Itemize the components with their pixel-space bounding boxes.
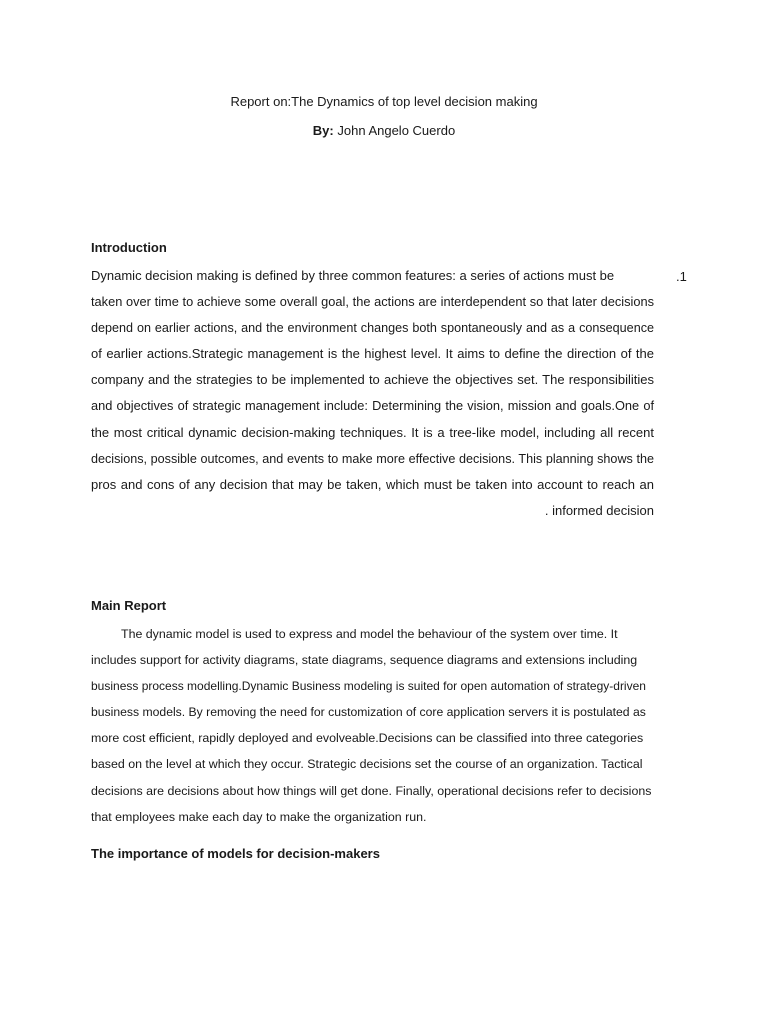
document-byline xyxy=(0,122,768,140)
main-report-paragraph xyxy=(91,621,654,830)
paragraph-line: of earlier actions.Strategic management is the highest level. It aims to define the direction of the xyxy=(91,346,654,362)
paragraph-line: and objectives of strategic management include: Determining the vision, mission and goals.One of xyxy=(91,398,654,414)
paragraph-line: company and the strategies to be implemented to achieve the objectives set. The responsibilities xyxy=(91,372,654,388)
main-report-heading: Main Report xyxy=(91,598,167,613)
document-title: Report on:The Dynamics of top level decision making xyxy=(230,94,538,109)
list-marker: .1 xyxy=(676,269,687,284)
byline-author: John Angelo Cuerdo xyxy=(333,123,456,138)
paragraph-line: taken over time to achieve some overall goal, the actions are interdependent so that later decisions xyxy=(91,294,654,310)
paragraph-line: business models. By removing the need for customization of core application servers it is postulated as xyxy=(91,705,646,720)
importance-heading: The importance of models for decision-makers xyxy=(91,846,380,861)
paragraph-line: that employees make each day to make the organization run. xyxy=(91,809,427,824)
paragraph-line: The dynamic model is used to express and model the behaviour of the system over time. It xyxy=(121,627,618,641)
paragraph-line: decisions, possible outcomes, and events to make more effective decisions. This planning shows the xyxy=(91,451,654,466)
introduction-heading: Introduction xyxy=(91,240,167,255)
byline-label: By: xyxy=(312,123,334,138)
paragraph-line: based on the level at which they occur. Strategic decisions set the course of an organization. Tactical xyxy=(91,757,643,772)
paragraph-line: includes support for activity diagrams, state diagrams, sequence diagrams and extensions including xyxy=(91,653,638,668)
paragraph-line: the most critical dynamic decision-making techniques. It is a tree-like model, including all recent xyxy=(91,424,654,440)
paragraph-line: more cost efficient, rapidly deployed and evolveable.Decisions can be classified into three categories xyxy=(91,731,644,746)
paragraph-line: business process modelling.Dynamic Business modeling is suited for open automation of strategy-driven xyxy=(91,679,646,694)
paragraph-line: decisions are decisions about how things will get done. Finally, operational decisions refer to decisions xyxy=(91,783,652,798)
paragraph-line: depend on earlier actions, and the environment changes both spontaneously and as a consequence xyxy=(91,321,654,336)
paragraph-line: . informed decision xyxy=(544,502,654,518)
paragraph-line: Dynamic decision making is defined by three common features: a series of actions must be xyxy=(91,268,615,283)
paragraph-line: pros and cons of any decision that may be taken, which must be taken into account to reach an xyxy=(91,476,654,492)
introduction-paragraph xyxy=(91,263,654,524)
